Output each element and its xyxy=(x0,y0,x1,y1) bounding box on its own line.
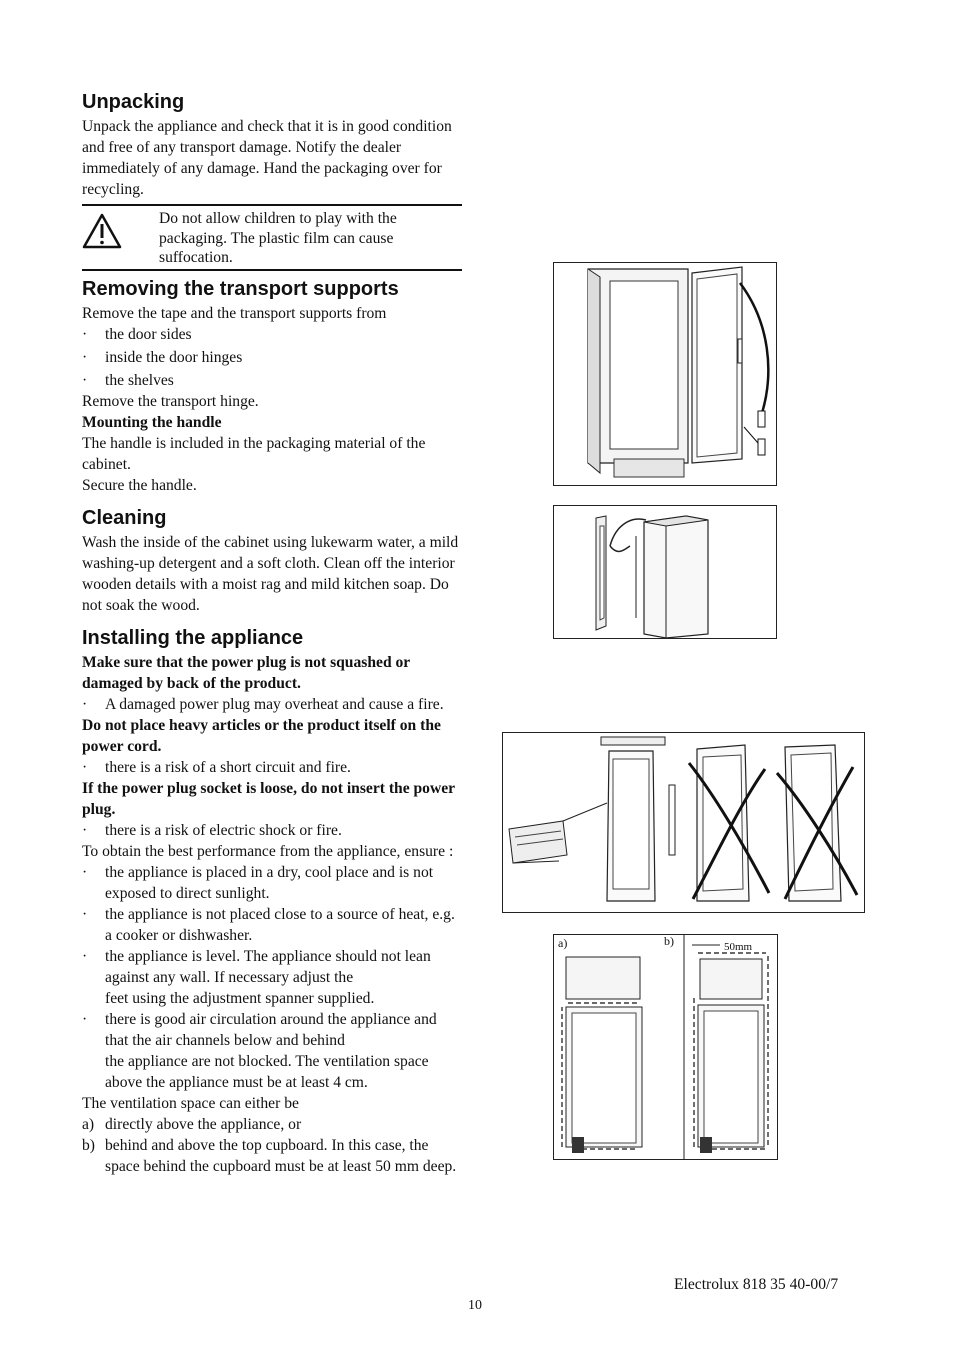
vent-intro: The ventilation space can either be xyxy=(82,1094,299,1112)
cleaning-heading: Cleaning xyxy=(82,506,167,529)
figure-door-hinge xyxy=(553,505,777,639)
installing-heading: Installing the appliance xyxy=(82,626,304,649)
handle-secure: Secure the handle. xyxy=(82,476,197,494)
unpacking-heading: Unpacking xyxy=(82,91,185,113)
list-item: · A damaged power plug may overheat and cause a fire. xyxy=(82,695,444,713)
page-number: 10 xyxy=(468,1298,482,1313)
warning-text: Do not allow children to play with the packaging. The plastic film can cause suffocation. xyxy=(159,210,397,266)
cleaning-text: Wash the inside of the cabinet using lukewarm water, a mild washing-up detergent and a soft cloth. Clean off the interior wooden details with a moist rag and mild kitchen soap. Do not soak the wood. xyxy=(82,533,459,614)
label-b: b) xyxy=(664,934,674,948)
list-item: · there is good air circulation around the appliance and that the air channels below and behind the appliance are not blocked. The ventilation space above the appliance must be at least 4 cm. xyxy=(82,1010,437,1091)
list-item: · there is a risk of electric shock or fire. xyxy=(82,821,342,839)
install-warning-2: Do not place heavy articles or the product itself on the power cord. xyxy=(82,716,441,755)
install-warning-1: Make sure that the power plug is not squashed or damaged by back of the product. xyxy=(82,653,410,692)
transport-intro: Remove the tape and the transport supports from xyxy=(82,304,387,322)
handle-text: The handle is included in the packaging material of the cabinet. xyxy=(82,434,426,473)
footer-code: Electrolux 818 35 40-00/7 xyxy=(674,1276,839,1293)
install-intro: To obtain the best performance from the appliance, ensure : xyxy=(82,842,454,860)
list-item: a) directly above the appliance, or xyxy=(82,1115,302,1133)
label-a: a) xyxy=(558,936,568,950)
warning-box xyxy=(82,204,462,271)
list-item: · inside the door hinges xyxy=(82,348,243,366)
warning-triangle-icon xyxy=(82,209,159,268)
text-column xyxy=(82,88,462,1177)
install-warning-3: If the power plug socket is loose, do not insert the power plug. xyxy=(82,779,455,818)
transport-hinge: Remove the transport hinge. xyxy=(82,392,259,410)
list-item: · the door sides xyxy=(82,325,192,343)
figure-ventilation xyxy=(553,934,778,1160)
list-item: · the appliance is not placed close to a source of heat, e.g. a cooker or dishwasher. xyxy=(82,905,455,944)
list-item: · the shelves xyxy=(82,371,174,389)
transport-heading: Removing the transport supports xyxy=(82,277,399,300)
list-item: · the appliance is placed in a dry, cool place and is not exposed to direct sunlight. xyxy=(82,863,434,902)
list-item: b) behind and above the top cupboard. In this case, the space behind the cupboard must be at least 50 mm deep. xyxy=(82,1136,457,1175)
list-item: · the appliance is level. The appliance should not lean against any wall. If necessary adjust the feet using the adjustment spanner supplied. xyxy=(82,947,431,1007)
figure-levelling xyxy=(502,732,865,913)
list-item: · there is a risk of a short circuit and fire. xyxy=(82,758,351,776)
figure-door-open xyxy=(553,262,777,486)
handle-subheading: Mounting the handle xyxy=(82,413,222,431)
unpacking-text: Unpack the appliance and check that it is in good condition and free of any transport damage. Notify the dealer immediately of any damage. Hand the packaging over for recycling. xyxy=(82,118,452,198)
dimension-label: 50mm xyxy=(724,941,753,953)
